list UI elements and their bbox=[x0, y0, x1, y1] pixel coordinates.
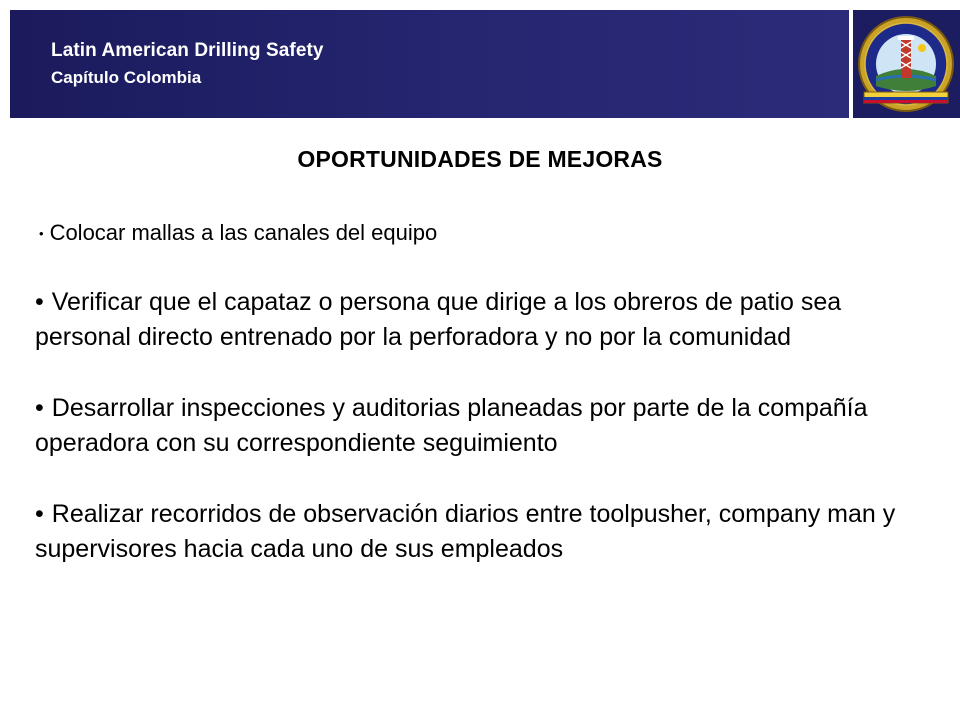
header bbox=[0, 0, 960, 118]
list-item bbox=[35, 497, 925, 567]
list-item bbox=[39, 218, 925, 249]
list-item bbox=[35, 285, 925, 355]
list-item-text: Desarrollar inspecciones y auditorias planeadas por parte de la compañía operadora con su correspondiente seguimiento bbox=[35, 394, 868, 458]
bullet-list bbox=[35, 218, 925, 567]
bullet-icon: • bbox=[35, 288, 44, 317]
bullet-icon: • bbox=[35, 500, 44, 529]
bullet-icon: • bbox=[39, 226, 44, 242]
bullet-icon: • bbox=[35, 394, 44, 423]
chapter-subtitle: Capítulo Colombia bbox=[51, 68, 202, 87]
organization-title: Latin American Drilling Safety bbox=[51, 40, 324, 61]
title-banner bbox=[10, 10, 849, 118]
drilling-safety-seal-logo-icon bbox=[856, 14, 956, 114]
list-item bbox=[35, 391, 925, 461]
list-item-text: Verificar que el capataz o persona que dirige a los obreros de patio sea personal directo entrenado por la perforadora y no por la comunidad bbox=[35, 288, 842, 352]
list-item-text: Realizar recorridos de observación diarios entre toolpusher, company man y supervisores hacia cada uno de sus empleados bbox=[35, 500, 896, 564]
list-item-text: Colocar mallas a las canales del equipo bbox=[49, 220, 438, 245]
slide-title: OPORTUNIDADES DE MEJORAS bbox=[297, 146, 663, 172]
